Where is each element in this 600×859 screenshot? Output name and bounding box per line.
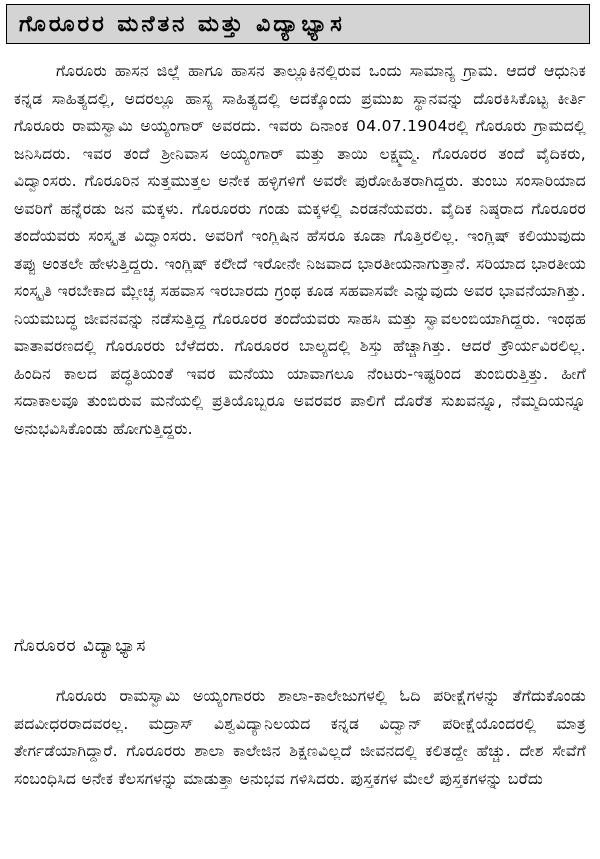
page-title: ಗೊರೂರರ ಮನೆತನ ಮತ್ತು ವಿದ್ಯಾಭ್ಯಾಸ <box>19 11 345 37</box>
family-paragraph: ಗೊರೂರು ಹಾಸನ ಜಿಲ್ಲೆ ಹಾಗೂ ಹಾಸನ ತಾಲ್ಲೂಕಿನಲ್ಲಿರುವ ಒಂದು ಸಾಮಾನ್ಯ ಗ್ರಾಮ. ಆದರೆ ಆಧುನಿಕ ಕನ್ನಡ ಸಾಹಿತ್ಯದಲ್ಲಿ, ಅದರಲ್ಲೂ ಹಾಸ್ಯ ಸಾಹಿತ್ಯದಲ್ಲಿ ಅದಕ್ಕೊಂದು ಪ್ರಮುಖ ಸ್ಥಾನವನ್ನು ದೊರಕಿಸಿಕೊಟ್ಟ ಕೀರ್ತಿ ಗೊರೂರು ರಾಮಸ್ವಾಮಿ ಅಯ್ಯಂಗಾರ್ ಅವರದು. ಇವರು ದಿನಾಂಕ 04.07.1904ರಲ್ಲಿ ಗೊರೂರು ಗ್ರಾಮದಲ್ಲಿ ಜನಿಸಿದರು. ಇವರ ತಂದೆ ಶ್ರೀನಿವಾಸ ಅಯ್ಯಂಗಾರ್ ಮತ್ತು ತಾಯಿ ಲಕ್ಷ್ಮಮ್ಮ. ಗೊರೂರರ ತಂದೆ ವೈದಿಕರು, ವಿದ್ವಾಂಸರು. ಗೊರೂರಿನ ಸುತ್ತಮುತ್ತಲ ಅನೇಕ ಹಳ್ಳಿಗಳಿಗೆ ಅವರೇ ಪುರೋಹಿತರಾಗಿದ್ದರು. ತುಂಬು ಸಂಸಾರಿಯಾದ ಅವರಿಗೆ ಹನ್ನೆರಡು ಜನ ಮಕ್ಕಳು. ಗೊರೂರರು ಗಂಡು ಮಕ್ಕಳಲ್ಲಿ ಎರಡನೆಯವರು. ವೈದಿಕ ನಿಷ್ಠರಾದ ಗೊರೂರರ ತಂದೆಯವರು ಸಂಸ್ಕೃತ ವಿದ್ವಾಂಸರು. ಅವರಿಗೆ ಇಂಗ್ಲಿಷಿನ ಹೆಸರೂ ಕೂಡಾ ಗೊತ್ತಿರಲಿಲ್ಲ. ಇಂಗ್ಲಿಷ್ ಕಲಿಯುವುದು ತಪ್ಪು ಅಂತಲೇ ಹೇಳುತ್ತಿದ್ದರು. ಇಂಗ್ಲಿಷ್ ಕಲಿೇದೆ ಇರೋನೇ ನಿಜವಾದ ಭಾರತೀಯನಾಗುತ್ತಾನೆ. ಸರಿಯಾದ ಭಾರತೀಯ ಸಂಸ್ಕೃತಿ ಇರಬೇಕಾದ ಮ್ಲೇಚ್ಛ ಸಹವಾಸ ಇರಬಾರದು ಗ್ರಂಥ ಕೂಡ ಸಹವಾಸವೇ ಎನ್ನುವುದು ಅವರ ಭಾವನೆಯಾಗಿತ್ತು. ನಿಯಮಬದ್ಧ ಜೀವನವನ್ನು ನಡೆಸುತ್ತಿದ್ದ ಗೊರೂರರ ತಂದೆಯವರು ಸಾಹಸಿ ಮತ್ತು ಸ್ವಾವಲಂಬಿಯಾಗಿದ್ದರು. ಇಂಥಹ ವಾತಾವರಣದಲ್ಲಿ ಗೊರೂರರು ಬೆಳೆದರು. ಗೊರೂರರ ಬಾಲ್ಯದಲ್ಲಿ ಶಿಸ್ತು ಹೆಚ್ಚಾಗಿತ್ತು. ಆದರೆ ಕ್ರೌರ್ಯವಿರಲಿಲ್ಲ. ಹಿಂದಿನ ಕಾಲದ ಪದ್ಧತಿಯಂತೆ ಇವರ ಮನೆಯು ಯಾವಾಗಲೂ ನೆಂಟರು-ಇಷ್ಟರಿಂದ ತುಂಬಿರುತ್ತಿತ್ತು. ಹೀಗೆ ಸದಾಕಾಲವೂ ತುಂಬಿರುವ ಮನೆಯಲ್ಲಿ ಪ್ರತಿಯೊಬ್ಬರೂ ಅವರವರ ಪಾಲಿಗೆ ದೊರೆತ ಸುಖವನ್ನೂ, ನೆಮ್ಮದಿಯನ್ನೂ ಅನುಭವಿಸಿಕೊಂಡು ಹೋಗುತ್ತಿದ್ದರು. <box>14 62 586 438</box>
title-banner <box>6 4 590 44</box>
education-paragraph: ಗೊರೂರು ರಾಮಸ್ವಾಮಿ ಅಯ್ಯಂಗಾರರು ಶಾಲಾ-ಕಾಲೇಜುಗಳಲ್ಲಿ ಓದಿ ಪರೀಕ್ಷೆಗಳನ್ನು ತೆಗೆದುಕೊಂಡು ಪದವೀಧರರಾದವರಲ್ಲ. ಮದ್ರಾಸ್ ವಿಶ್ವವಿದ್ಯಾನಿಲಯದ ಕನ್ನಡ ವಿದ್ವಾನ್ ಪರೀಕ್ಷೆಯೊಂದರಲ್ಲಿ ಮಾತ್ರ ತೇರ್ಗಡೆಯಾಗಿದ್ದಾರೆ. ಗೊರೂರರು ಶಾಲಾ ಕಾಲೇಜಿನ ಶಿಕ್ಷಣವಿಲ್ಲದೆ ಜೀವನದಲ್ಲಿ ಕಲಿತದ್ದೇ ಹೆಚ್ಚು. ದೇಶ ಸೇವೆಗೆ ಸಂಬಂಧಿಸಿದ ಅನೇಕ ಕೆಲಸಗಳನ್ನು ಮಾಡುತ್ತಾ ಅನುಭವ ಗಳಿಸಿದರು. ಪುಸ್ತಕಗಳ ಮೇಲೆ ಪುಸ್ತಕಗಳನ್ನು ಬರೆದು <box>14 687 586 788</box>
education-heading: ಗೊರೂರರ ವಿದ್ಯಾಭ್ಯಾಸ <box>14 636 147 656</box>
